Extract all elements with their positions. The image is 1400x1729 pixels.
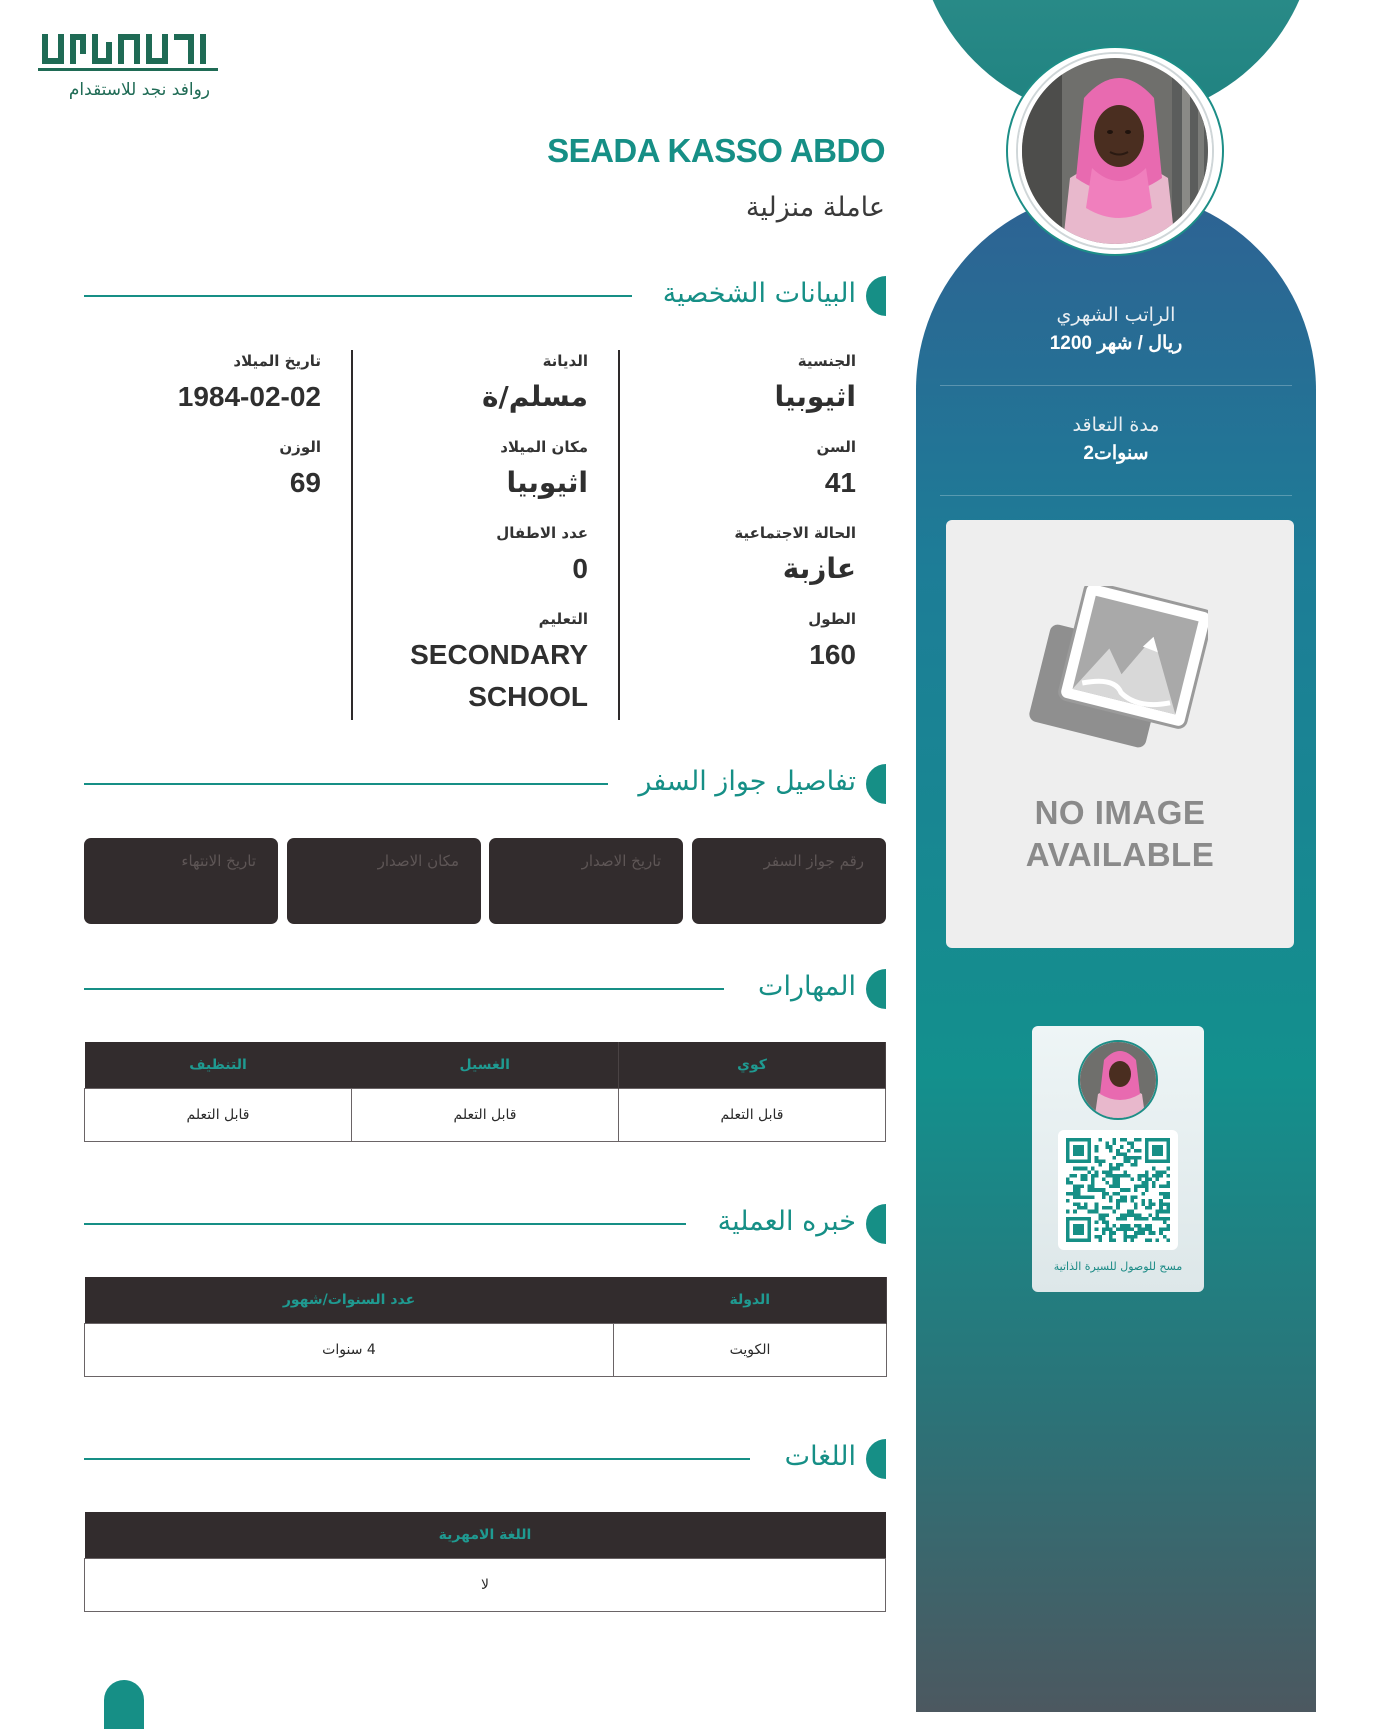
column-divider (351, 350, 353, 720)
table-header-cell: الغسيل (352, 1042, 619, 1088)
passport-issue-date-box (489, 838, 683, 924)
section-rule (84, 1223, 686, 1225)
table-header-row (85, 1512, 886, 1558)
table-row (85, 1558, 886, 1611)
field-label: الجنسية (797, 352, 856, 370)
table-cell: قابل التعلم (85, 1088, 352, 1141)
passport-number-box (692, 838, 886, 924)
section-bullet (866, 764, 886, 804)
section-rule (84, 988, 724, 990)
section-languages-header (84, 1437, 886, 1481)
field-birth-place (500, 438, 588, 504)
table-cell: لا (85, 1558, 886, 1611)
field-religion (482, 352, 588, 418)
section-title: البيانات الشخصية (662, 278, 856, 309)
field-value: اثيوبيا (506, 466, 588, 499)
salary-value: 1200 ريال / شهر (1049, 333, 1183, 354)
passport-issue-place-box (287, 838, 481, 924)
sidebar-divider (940, 385, 1292, 386)
section-personal-header (84, 274, 886, 318)
section-rule (84, 783, 608, 785)
section-bullet (866, 1204, 886, 1244)
field-value: 0 (572, 553, 588, 584)
section-title: المهارات (758, 971, 856, 1002)
no-image-line-2: AVAILABLE (1025, 836, 1215, 873)
table-header-cell: كوي (619, 1042, 886, 1088)
photo-placeholder-icon (1028, 586, 1208, 756)
languages-table (84, 1512, 886, 1612)
section-passport-header (84, 762, 886, 806)
field-height (808, 610, 856, 676)
table-row (85, 1323, 887, 1376)
field-value: اثيوبيا (774, 380, 856, 413)
field-label: الطول (808, 610, 856, 628)
salary-block (916, 304, 1316, 355)
field-label: تاريخ الميلاد (233, 352, 321, 370)
experience-table (84, 1277, 887, 1377)
field-value: 1984-02-02 (177, 381, 321, 412)
field-value: 69 (289, 467, 321, 498)
passport-issue-place-label: مكان الاصدار (377, 852, 459, 870)
field-birth-date (178, 352, 321, 418)
field-label: مكان الميلاد (500, 438, 588, 456)
passport-expiry-box (84, 838, 278, 924)
field-label: الوزن (279, 438, 321, 456)
section-title: خبره العملية (717, 1206, 856, 1237)
profile-photo (1018, 54, 1212, 248)
section-title: تفاصيل جواز السفر (638, 766, 856, 797)
section-bullet (866, 1439, 886, 1479)
profile-photo-frame (1006, 46, 1224, 256)
table-header-cell: اللغة الامهرية (85, 1512, 886, 1558)
table-header-cell: الدولة (614, 1277, 887, 1323)
passport-issue-date-label: تاريخ الاصدار (581, 852, 661, 870)
section-title: اللغات (784, 1441, 856, 1472)
qr-avatar (1078, 1040, 1158, 1120)
field-value: عازبة (782, 552, 856, 585)
table-header-row (85, 1042, 886, 1088)
field-label: التعليم (538, 610, 588, 628)
section-rule (84, 1458, 750, 1460)
contract-block (916, 414, 1316, 465)
qr-caption: مسح للوصول للسيرة الذاتية (1053, 1260, 1183, 1273)
field-label: السن (816, 438, 856, 456)
field-label: الديانة (542, 352, 588, 370)
field-age (816, 438, 856, 504)
candidate-name: SEADA KASSO ABDO (547, 132, 885, 169)
section-experience-header (84, 1202, 886, 1246)
field-value-line-1: SECONDARY (410, 639, 588, 670)
logo-mark-icon (38, 30, 218, 78)
no-image-text (946, 792, 1294, 876)
field-children (496, 524, 588, 590)
field-value: مسلم/ة (482, 380, 588, 413)
field-value: 41 (824, 467, 856, 498)
table-cell: الكويت (614, 1323, 887, 1376)
footer-accent (104, 1680, 144, 1729)
field-value: 160 (809, 639, 856, 670)
qr-code[interactable] (1058, 1130, 1178, 1250)
field-value-line-2: SCHOOL (468, 681, 588, 712)
table-cell: قابل التعلم (619, 1088, 886, 1141)
contract-label: مدة التعاقد (1072, 414, 1160, 436)
passport-number-label: رقم جواز السفر (763, 852, 864, 870)
field-nationality (774, 352, 856, 418)
table-cell: 4 سنوات (85, 1323, 614, 1376)
no-image-line-1: NO IMAGE (1034, 794, 1206, 831)
no-image-placeholder (946, 520, 1294, 948)
table-row (85, 1088, 886, 1141)
table-cell: قابل التعلم (352, 1088, 619, 1141)
salary-label: الراتب الشهري (1056, 304, 1176, 326)
section-rule (84, 295, 632, 297)
table-header-row (85, 1277, 887, 1323)
field-label: الحالة الاجتماعية (734, 524, 856, 542)
section-skills-header (84, 967, 886, 1011)
contract-value: 2سنوات (1083, 443, 1149, 464)
section-bullet (866, 969, 886, 1009)
passport-expiry-label: تاريخ الانتهاء (181, 852, 256, 870)
field-weight (279, 438, 321, 504)
field-education (410, 610, 588, 718)
sidebar-divider (940, 495, 1292, 496)
sidebar (916, 0, 1316, 1712)
field-marital-status (734, 524, 856, 590)
section-bullet (866, 276, 886, 316)
qr-card[interactable] (1032, 1026, 1204, 1292)
table-header-cell: التنظيف (85, 1042, 352, 1088)
candidate-job-title: عاملة منزلية (745, 192, 885, 223)
column-divider (618, 350, 620, 720)
company-logo-text: روافد نجد للاستقدام (68, 80, 210, 100)
field-label: عدد الاطفال (496, 524, 588, 542)
skills-table (84, 1042, 886, 1142)
table-header-cell: عدد السنوات/شهور (85, 1277, 614, 1323)
